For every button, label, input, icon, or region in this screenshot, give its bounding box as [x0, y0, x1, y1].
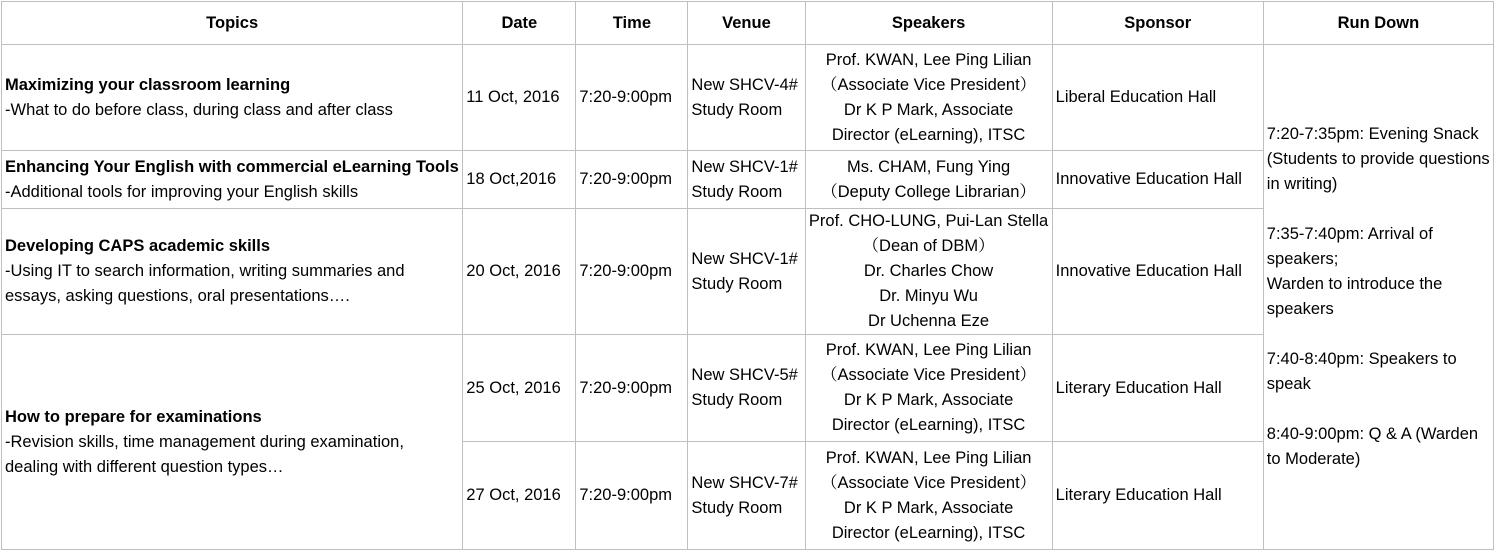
topic-cell: [2, 335, 463, 550]
speaker-line: （Deputy College Librarian）: [821, 182, 1036, 201]
speaker-line: （Associate Vice President）: [820, 366, 1037, 384]
header-row: [2, 2, 1494, 45]
time-cell: 7:20-9:00pm: [576, 335, 688, 442]
header-rundown: Run Down: [1263, 2, 1493, 45]
venue-cell: [688, 209, 805, 335]
rundown-item: [1267, 222, 1490, 322]
header-venue: Venue: [688, 2, 805, 45]
speaker-line: Dr. Minyu Wu: [879, 287, 978, 305]
schedule-table: [1, 1, 1494, 550]
venue-line: Study Room: [691, 498, 783, 517]
header-date: Date: [463, 2, 576, 45]
speaker-line: Prof. KWAN, Lee Ping Lilian: [825, 50, 1032, 69]
speaker-line: Director (eLearning), ITSC: [831, 416, 1026, 434]
speaker-line: Dr K P Mark, Associate: [843, 391, 1014, 409]
venue-cell: [688, 45, 805, 151]
date-cell: 11 Oct, 2016: [463, 45, 576, 151]
date-cell: 25 Oct, 2016: [463, 335, 576, 442]
speaker-line: （Associate Vice President）: [820, 75, 1037, 94]
topic-title: Maximizing your classroom learning: [5, 75, 291, 94]
speaker-line: Director (eLearning), ITSC: [831, 523, 1026, 542]
speaker-line: Prof. KWAN, Lee Ping Lilian: [825, 448, 1032, 467]
venue-line: New SHCV-4#: [691, 75, 798, 94]
rundown-line: Warden to introduce the speakers: [1266, 275, 1443, 318]
topic-cell: [2, 209, 463, 335]
sponsor-cell: Literary Education Hall: [1052, 442, 1263, 550]
speakers-cell: [805, 209, 1052, 335]
venue-cell: [688, 335, 805, 442]
date-cell: 18 Oct,2016: [463, 151, 576, 209]
time-cell: 7:20-9:00pm: [576, 209, 688, 335]
speakers-cell: [805, 335, 1052, 442]
rundown-line: 7:35-7:40pm: Arrival of speakers;: [1266, 225, 1433, 268]
speaker-line: Prof. CHO-LUNG, Pui-Lan Stella: [808, 212, 1049, 230]
speaker-line: Ms. CHAM, Fung Ying: [846, 157, 1011, 176]
speaker-line: Prof. KWAN, Lee Ping Lilian: [825, 341, 1032, 359]
header-time: Time: [576, 2, 688, 45]
speaker-line: （Associate Vice President）: [820, 473, 1037, 492]
venue-line: Study Room: [691, 274, 783, 293]
rundown-cell: [1263, 45, 1493, 550]
rundown-item: 7:20-7:35pm: Evening Snack (Students to provide questions in writing): [1266, 125, 1490, 193]
speakers-cell: [805, 442, 1052, 550]
time-cell: 7:20-9:00pm: [576, 45, 688, 151]
time-cell: 7:20-9:00pm: [576, 442, 688, 550]
speakers-cell: [805, 151, 1052, 209]
topic-cell: [2, 45, 463, 151]
time-cell: 7:20-9:00pm: [576, 151, 688, 209]
date-cell: 20 Oct, 2016: [463, 209, 576, 335]
speaker-line: Dr K P Mark, Associate: [843, 498, 1014, 517]
speaker-line: Dr. Charles Chow: [863, 262, 994, 280]
table-row: [2, 45, 1494, 151]
header-sponsor: Sponsor: [1052, 2, 1263, 45]
rundown-item: 7:40-8:40pm: Speakers to speak: [1266, 350, 1457, 393]
header-topics: Topics: [2, 2, 463, 45]
venue-line: Study Room: [691, 391, 783, 409]
header-speakers: Speakers: [805, 2, 1052, 45]
topic-description: -What to do before class, during class and after class: [5, 100, 393, 119]
speakers-cell: [805, 45, 1052, 151]
venue-cell: [688, 442, 805, 550]
rundown-item: 8:40-9:00pm: Q & A (Warden to Moderate): [1266, 425, 1479, 468]
topic-description: -Using IT to search information, writing summaries and essays, asking questions, oral presentations….: [5, 262, 405, 305]
sponsor-cell: Liberal Education Hall: [1052, 45, 1263, 151]
speaker-line: Dr K P Mark, Associate: [843, 100, 1014, 119]
speaker-line: （Dean of DBM）: [862, 237, 995, 255]
venue-line: New SHCV-7#: [691, 473, 798, 492]
sponsor-cell: Innovative Education Hall: [1052, 209, 1263, 335]
speaker-line: Director (eLearning), ITSC: [831, 125, 1026, 144]
topic-cell: [2, 151, 463, 209]
topic-title: Developing CAPS academic skills: [5, 237, 271, 255]
venue-line: Study Room: [691, 182, 783, 201]
topic-title: Enhancing Your English with commercial eLearning Tools: [5, 157, 459, 176]
venue-cell: [688, 151, 805, 209]
venue-line: New SHCV-1#: [691, 157, 798, 176]
sponsor-cell: Literary Education Hall: [1052, 335, 1263, 442]
topic-description: -Revision skills, time management during examination, dealing with different question types…: [5, 432, 404, 476]
sponsor-cell: Innovative Education Hall: [1052, 151, 1263, 209]
venue-line: New SHCV-1#: [691, 249, 798, 268]
venue-line: New SHCV-5#: [691, 366, 798, 384]
date-cell: 27 Oct, 2016: [463, 442, 576, 550]
venue-line: Study Room: [691, 100, 783, 119]
speaker-line: Dr Uchenna Eze: [868, 312, 990, 330]
topic-description: -Additional tools for improving your English skills: [5, 182, 359, 201]
topic-title: How to prepare for examinations: [5, 407, 262, 426]
